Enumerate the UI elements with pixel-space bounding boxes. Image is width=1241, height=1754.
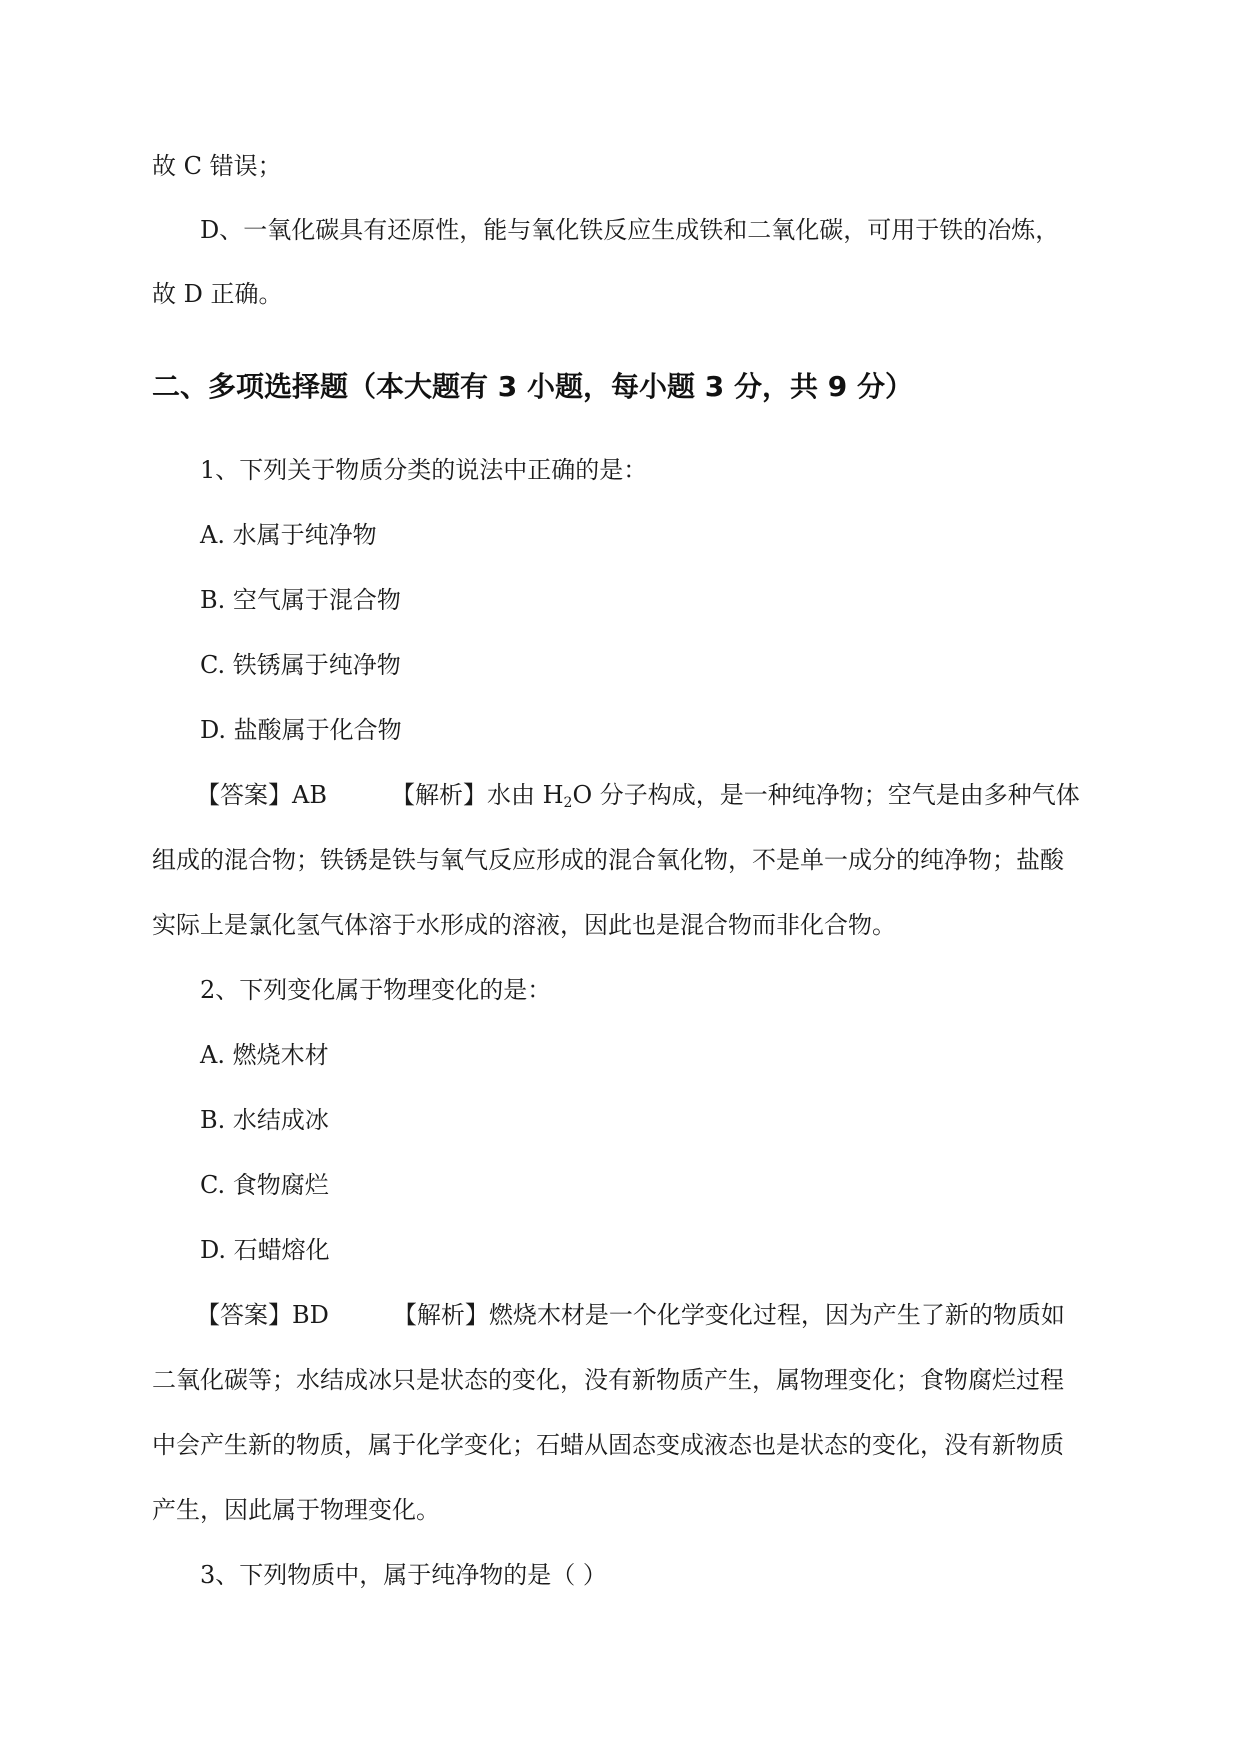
- q2-option-c: C. 食物腐烂: [200, 1171, 329, 1199]
- section-title: 二、多项选择题（本大题有 3 小题，每小题 3 分，共 9 分）: [152, 370, 913, 403]
- prev-d-line-1: D、一氧化碳具有还原性，能与氧化铁反应生成铁和二氧化碳，可用于铁的冶炼，: [200, 216, 1060, 244]
- q2-answer: [196, 1299, 1065, 1331]
- q1-answer-label: 【答案】AB: [196, 781, 327, 809]
- q1-option-d: D. 盐酸属于化合物: [200, 716, 402, 744]
- q2-analysis-line-2: 二氧化碳等；水结成冰只是状态的变化，没有新物质产生，属物理变化；食物腐烂过程: [152, 1366, 1064, 1394]
- q1-analysis-subscript: 2: [563, 795, 573, 811]
- q2-stem: 2、下列变化属于物理变化的是：: [200, 976, 552, 1004]
- q1-option-a: A. 水属于纯净物: [200, 521, 377, 549]
- q2-analysis-line-3: 中会产生新的物质，属于化学变化；石蜡从固态变成液态也是状态的变化，没有新物质: [152, 1431, 1064, 1459]
- q3-stem: 3、下列物质中，属于纯净物的是（ ）: [200, 1561, 607, 1589]
- q1-analysis-text-pre: 水由 H: [486, 781, 564, 809]
- q2-analysis-line-4: 产生，因此属于物理变化。: [152, 1496, 440, 1524]
- q1-option-c: C. 铁锈属于纯净物: [200, 651, 401, 679]
- q1-analysis-text-post: O 分子构成，是一种纯净物；空气是由多种气体: [572, 781, 1080, 809]
- prev-d-line-2: 故 D 正确。: [152, 280, 283, 308]
- q2-analysis-label: 【解析】: [392, 1301, 489, 1329]
- q1-option-b: B. 空气属于混合物: [200, 586, 401, 614]
- q1-analysis-label: 【解析】: [390, 781, 487, 809]
- q1-answer: [196, 779, 1080, 811]
- q2-analysis-line-1: 燃烧木材是一个化学变化过程，因为产生了新的物质如: [488, 1301, 1065, 1329]
- q2-option-a: A. 燃烧木材: [200, 1041, 329, 1069]
- q1-stem: 1、下列关于物质分类的说法中正确的是：: [200, 456, 648, 484]
- q1-analysis-line-3: 实际上是氯化氢气体溶于水形成的溶液，因此也是混合物而非化合物。: [152, 911, 896, 939]
- q1-analysis-line-2: 组成的混合物；铁锈是铁与氧气反应形成的混合氧化物，不是单一成分的纯净物；盐酸: [152, 846, 1064, 874]
- q2-option-d: D. 石蜡熔化: [200, 1236, 330, 1264]
- q2-option-b: B. 水结成冰: [200, 1106, 329, 1134]
- prev-c-conclusion: 故 C 错误；: [152, 152, 282, 180]
- q2-answer-label: 【答案】BD: [196, 1301, 329, 1329]
